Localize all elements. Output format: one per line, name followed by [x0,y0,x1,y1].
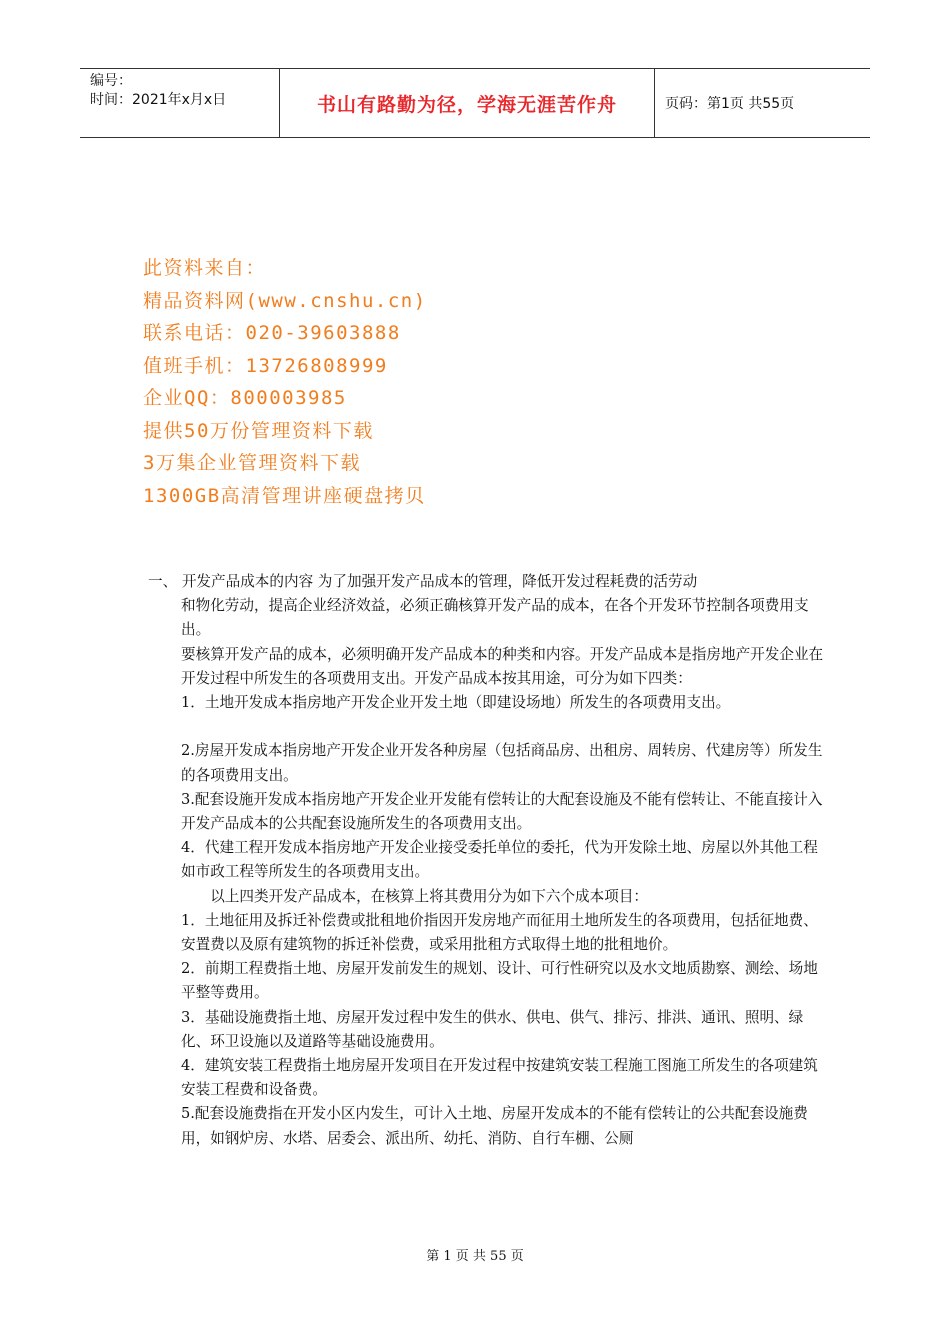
info-line: 联系电话：020-39603888 [143,322,401,344]
info-line: 精品资料网(www.cnshu.cn) [143,289,427,312]
info-line: 企业QQ：800003985 [143,387,347,409]
time-label: 时间：2021年x月x日 [90,92,227,108]
paragraph: 4．建筑安装工程费指土地房屋开发项目在开发过程中按建筑安装工程施工图施工所发生的各项建筑安装工程费和设备费。 [181,1057,818,1099]
paragraph: 要核算开发产品的成本，必须明确开发产品成本的种类和内容。开发产品成本是指房地产开发企业在开发过程中所发生的各项费用支出。开发产品成本按其用途，可分为如下四类： [181,645,824,687]
number-label: 编号： [90,73,132,89]
page-header [80,68,870,138]
paragraph: 3.配套设施开发成本指房地产开发企业开发能有偿转让的大配套设施及不能有偿转让、不能直接计入开发产品成本的公共配套设施所发生的各项费用支出。 [181,790,823,833]
header-motto: 书山有路勤为径，学海无涯苦作舟 [280,69,655,137]
info-line: 提供50万份管理资料下载 [143,419,374,442]
page-footer: 第 1 页 共 55 页 [426,1249,524,1264]
info-line: 此资料来自： [143,257,267,279]
info-line: 1300GB高清管理讲座硬盘拷贝 [143,484,426,507]
paragraph: 5.配套设施费指在开发小区内发生，可计入土地、房屋开发成本的不能有偿转让的公共配套设施费用，如钢炉房、水塔、居委会、派出所、幼托、消防、自行车棚、公厕 [181,1105,808,1147]
paragraph: 4．代建工程开发成本指房地产开发企业接受委托单位的委托，代为开发除土地、房屋以外其他工程如市政工程等所发生的各项费用支出。 [181,839,818,881]
paragraph: 和物化劳动，提高企业经济效益，必须正确核算开发产品的成本，在各个开发环节控制各项费用支出。 [181,597,809,639]
header-page-info: 页码：第1页 共55页 [665,96,795,112]
paragraph: 以上四类开发产品成本，在核算上将其费用分为如下六个成本项目： [210,887,649,905]
paragraph: 3．基础设施费指土地、房屋开发过程中发生的供水、供电、供气、排污、排洪、通讯、照明、绿化、环卫设施以及道路等基础设施费用。 [181,1008,804,1050]
source-info-block [143,252,427,512]
section-heading: 一、 开发产品成本的内容 为了加强开发产品成本的管理，降低开发过程耗费的活劳动 [148,573,698,590]
paragraph: 1．土地开发成本指房地产开发企业开发土地（即建设场地）所发生的各项费用支出。 [181,694,731,712]
header-meta [80,69,280,137]
info-line: 3万集企业管理资料下载 [143,452,361,474]
paragraph: 2．前期工程费指土地、房屋开发前发生的规划、设计、可行性研究以及水文地质勘察、测绘、场地平整等费用。 [181,960,818,1002]
blank-line [148,715,828,739]
document-body [148,570,828,1151]
paragraph: 2.房屋开发成本指房地产开发企业开发各种房屋（包括商品房、出租房、周转房、代建房等）所发生的各项费用支出。 [181,742,823,784]
info-line: 值班手机：13726808999 [143,354,388,377]
paragraph: 1．土地征用及拆迁补偿费或批租地价指因开发房地产而征用土地所发生的各项费用，包括征地费、安置费以及原有建筑物的拆迁补偿费，或采用批租方式取得土地的批租地价。 [181,911,818,954]
